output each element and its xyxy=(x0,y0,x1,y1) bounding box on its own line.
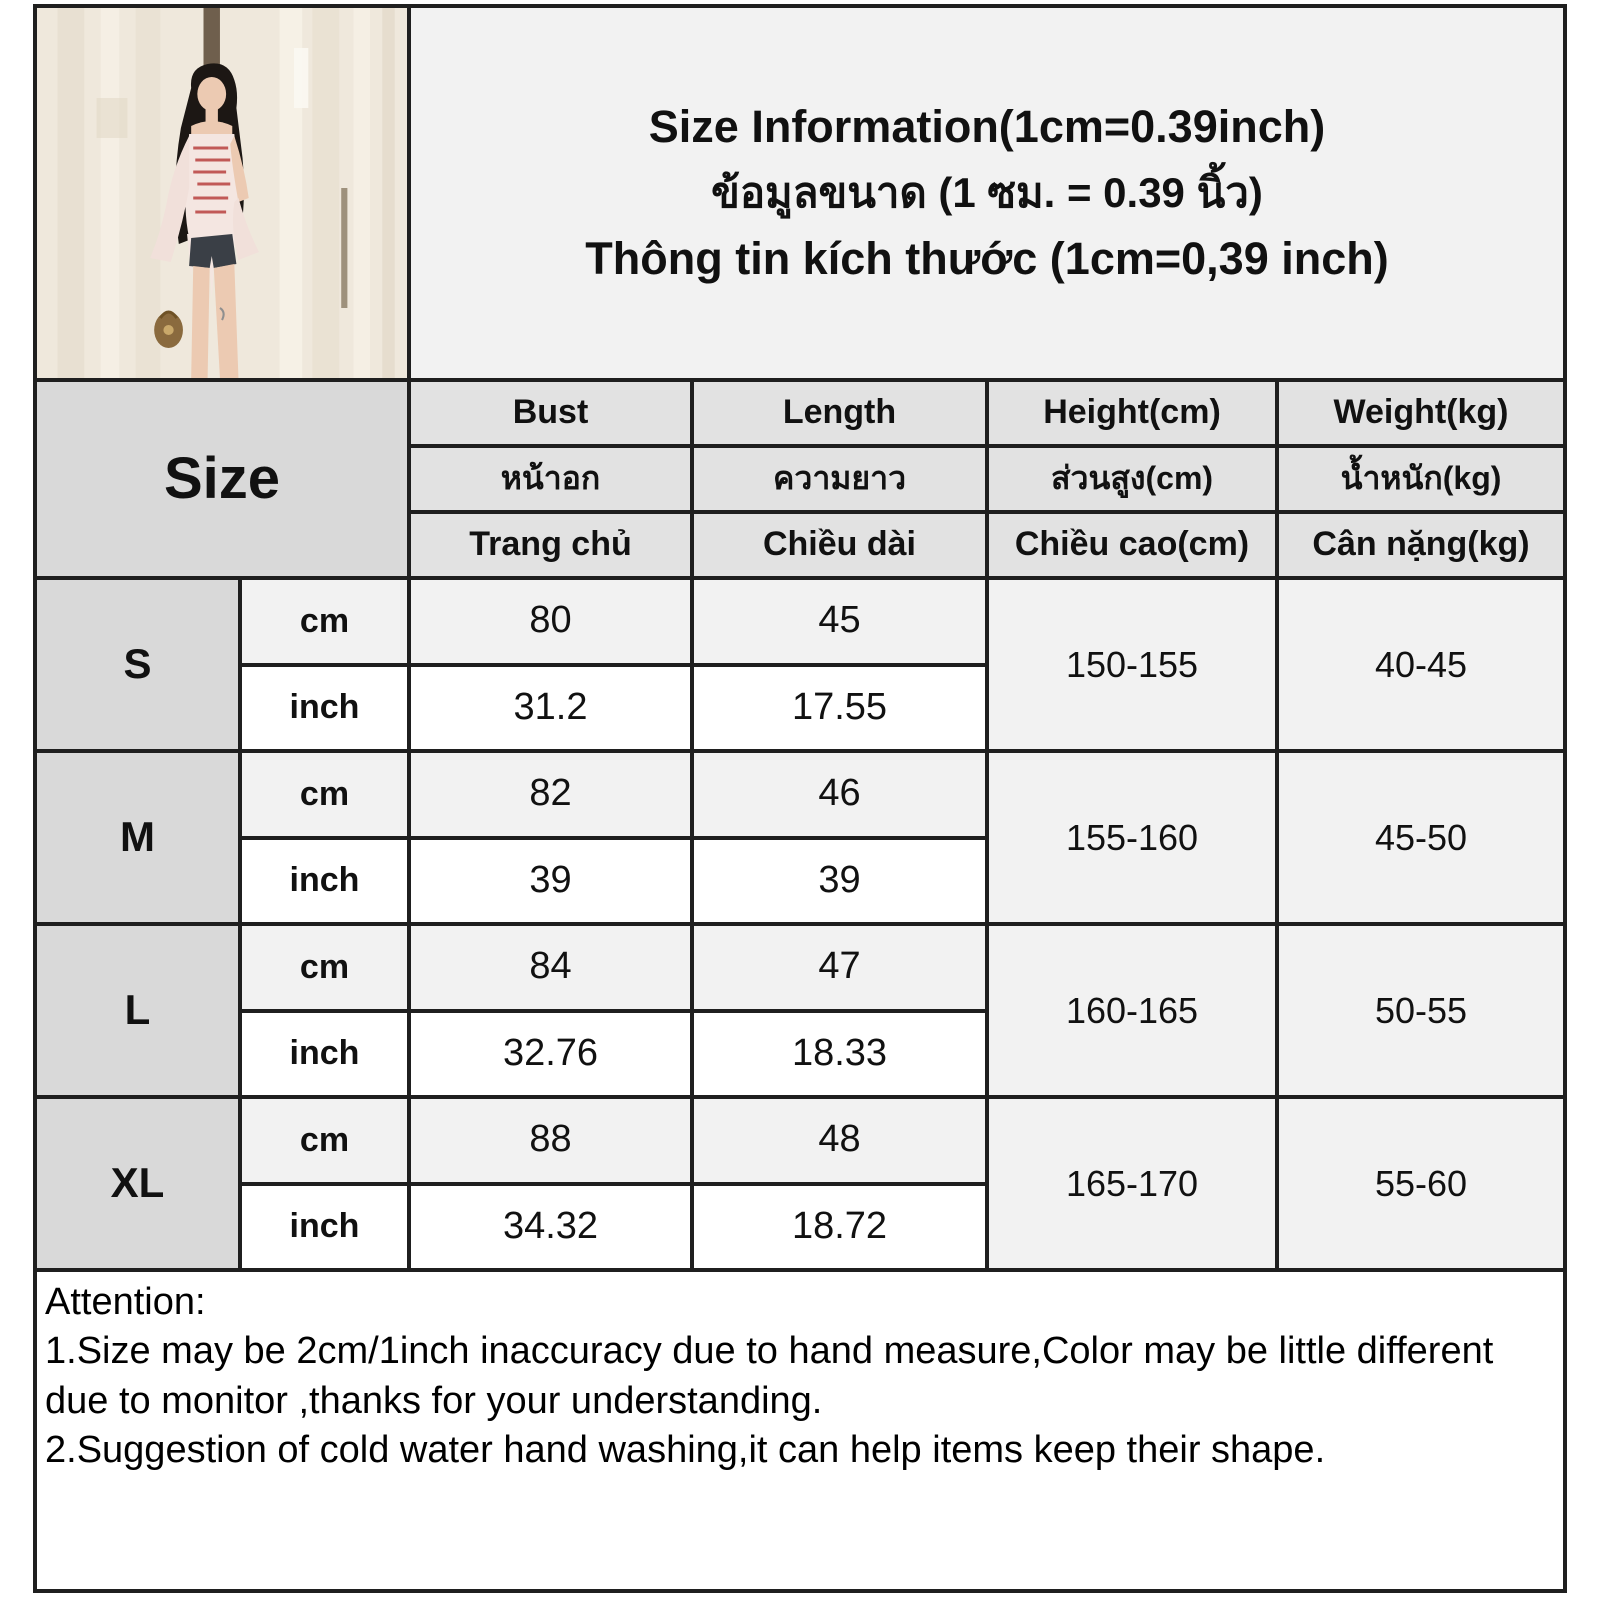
bust-header-vi: Trang chủ xyxy=(411,514,694,580)
bust-inch-m: 39 xyxy=(411,840,694,927)
bust-header-en: Bust xyxy=(411,382,694,448)
length-header-en: Length xyxy=(694,382,989,448)
unit-inch-s: inch xyxy=(242,667,411,754)
bust-cm-xl: 88 xyxy=(411,1099,694,1186)
attention-heading: Attention: xyxy=(45,1281,206,1323)
height-header-en: Height(cm) xyxy=(989,382,1279,448)
attention-note-2: 2.Suggestion of cold water hand washing,it can help items keep their shape. xyxy=(45,1429,1326,1472)
size-information-title xyxy=(411,8,1567,382)
height-range-l: 160-165 xyxy=(989,926,1279,1099)
length-cm-l: 47 xyxy=(694,926,989,1013)
length-cm-s: 45 xyxy=(694,580,989,667)
attention-notes xyxy=(33,1268,1567,1593)
unit-inch-m: inch xyxy=(242,840,411,927)
length-header-vi: Chiều dài xyxy=(694,514,989,580)
weight-header-th: น้ำหนัก(kg) xyxy=(1279,448,1567,514)
bust-cm-l: 84 xyxy=(411,926,694,1013)
unit-inch-l: inch xyxy=(242,1013,411,1100)
bust-inch-xl: 34.32 xyxy=(411,1186,694,1273)
size-label-l: L xyxy=(37,926,242,1099)
size-label-m: M xyxy=(37,753,242,926)
length-cm-xl: 48 xyxy=(694,1099,989,1186)
length-inch-xl: 18.72 xyxy=(694,1186,989,1273)
title-english: Size Information(1cm=0.39inch) xyxy=(648,101,1326,153)
title-vietnamese: Thông tin kích thước (1cm=0,39 inch) xyxy=(585,233,1389,285)
bust-cm-m: 82 xyxy=(411,753,694,840)
unit-cm-m: cm xyxy=(242,753,411,840)
weight-header-vi: Cân nặng(kg) xyxy=(1279,514,1567,580)
unit-inch-xl: inch xyxy=(242,1186,411,1273)
height-header-vi: Chiều cao(cm) xyxy=(989,514,1279,580)
length-inch-s: 17.55 xyxy=(694,667,989,754)
model-photo-illustration xyxy=(37,8,407,378)
product-photo xyxy=(37,8,411,382)
title-thai: ข้อมูลขนาด (1 ซม. = 0.39 นิ้ว) xyxy=(711,168,1263,216)
bust-inch-s: 31.2 xyxy=(411,667,694,754)
unit-cm-s: cm xyxy=(242,580,411,667)
bust-inch-l: 32.76 xyxy=(411,1013,694,1100)
size-label-xl: XL xyxy=(37,1099,242,1272)
bust-cm-s: 80 xyxy=(411,580,694,667)
weight-range-m: 45-50 xyxy=(1279,753,1567,926)
height-range-xl: 165-170 xyxy=(989,1099,1279,1272)
length-inch-m: 39 xyxy=(694,840,989,927)
unit-cm-xl: cm xyxy=(242,1099,411,1186)
unit-cm-l: cm xyxy=(242,926,411,1013)
weight-range-l: 50-55 xyxy=(1279,926,1567,1099)
weight-header-en: Weight(kg) xyxy=(1279,382,1567,448)
weight-range-s: 40-45 xyxy=(1279,580,1567,753)
length-inch-l: 18.33 xyxy=(694,1013,989,1100)
size-chart-table xyxy=(33,4,1567,1272)
size-column-header: Size xyxy=(37,382,411,580)
height-header-th: ส่วนสูง(cm) xyxy=(989,448,1279,514)
bust-header-th: หน้าอก xyxy=(411,448,694,514)
length-header-th: ความยาว xyxy=(694,448,989,514)
weight-range-xl: 55-60 xyxy=(1279,1099,1567,1272)
attention-note-1: 1.Size may be 2cm/1inch inaccuracy due to hand measure,Color may be little different due to monitor ,thanks for your understanding. xyxy=(45,1330,1494,1422)
height-range-m: 155-160 xyxy=(989,753,1279,926)
height-range-s: 150-155 xyxy=(989,580,1279,753)
size-label-s: S xyxy=(37,580,242,753)
length-cm-m: 46 xyxy=(694,753,989,840)
